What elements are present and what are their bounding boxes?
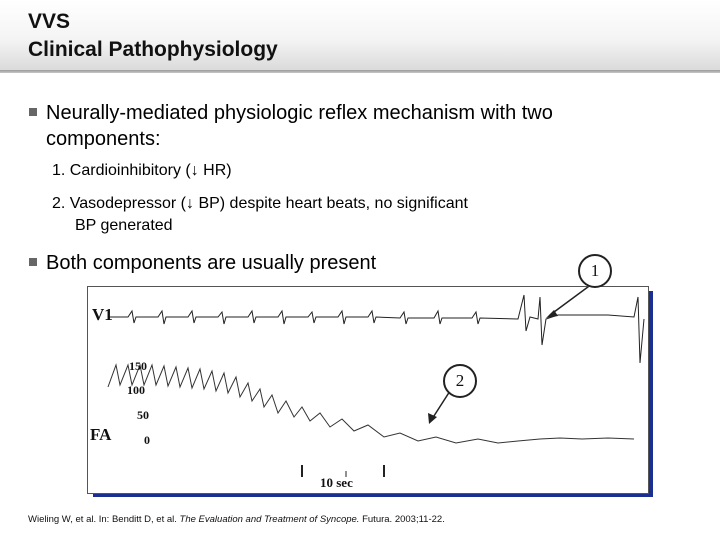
bp-scale-100: 100	[127, 383, 145, 397]
bullet-reflex-mechanism: Neurally-mediated physiologic reflex mechanism with two components:	[46, 102, 553, 150]
bp-scale-0: 0	[144, 433, 150, 447]
bp-label: FA	[90, 425, 112, 444]
title-line-1: VVS	[28, 10, 71, 33]
callout-1-arrow	[550, 287, 596, 315]
time-scale-label: 10 sec	[320, 475, 353, 490]
citation-suffix: Futura. 2003;11-22.	[359, 514, 445, 525]
citation	[28, 514, 445, 525]
citation-book-title: The Evaluation and Treatment of Syncope.	[179, 514, 360, 525]
slide-title	[28, 8, 278, 64]
header-divider	[0, 70, 720, 73]
subitem-vasodepressor-line1: 2. Vasodepressor (↓ BP) despite heart beats, no significant	[52, 195, 468, 212]
callout-1: 1	[578, 254, 612, 288]
callout-2: 2	[443, 364, 477, 398]
subitem-cardioinhibitory: 1. Cardioinhibitory (↓ HR)	[52, 162, 232, 179]
bp-trace	[108, 365, 634, 443]
ecg-bp-traces	[88, 287, 648, 493]
subitem-vasodepressor	[52, 193, 612, 237]
bullet-square-icon	[29, 108, 37, 116]
bp-scale-50: 50	[137, 408, 149, 422]
subitem-vasodepressor-line2: BP generated	[75, 217, 173, 234]
bullet-square-icon	[29, 258, 37, 266]
callout-2-arrow	[432, 391, 450, 419]
bullet-both-components: Both components are usually present	[46, 252, 377, 274]
title-line-2: Clinical Pathophysiology	[28, 38, 278, 61]
ecg-bp-figure	[87, 286, 649, 494]
citation-prefix: Wieling W, et al. In: Benditt D, et al.	[28, 514, 180, 525]
bp-scale-150: 150	[129, 359, 147, 373]
ecg-label: V1	[92, 305, 113, 324]
